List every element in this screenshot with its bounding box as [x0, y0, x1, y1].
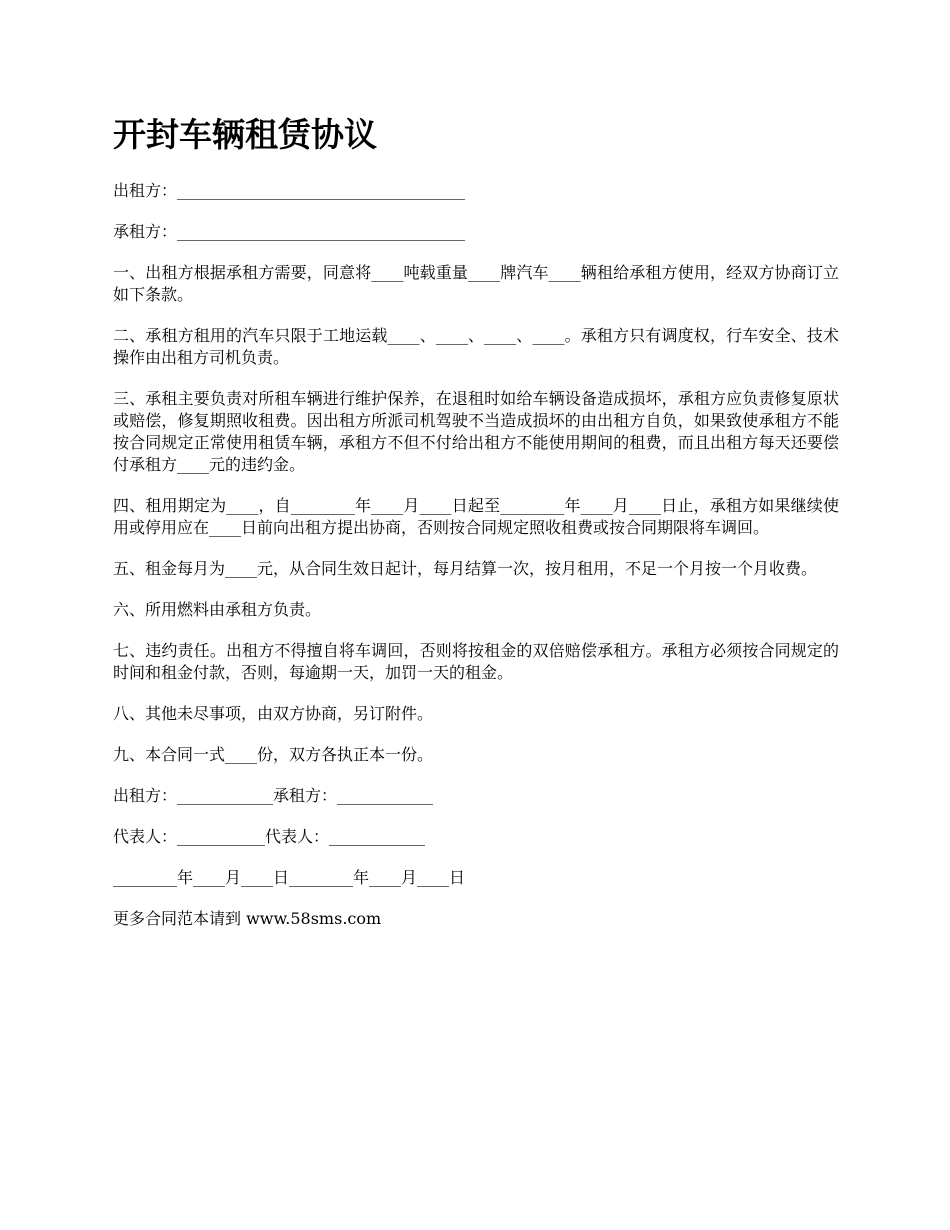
clause-3: 三、承租主要负责对所租车辆进行维护保养，在退租时如给车辆设备造成损坏，承租方应负责修复原状或赔偿，修复期照收租费。因出租方所派司机驾驶不当造成损坏的由出租方自负，如果致使承租方不能按合同规定正常使用租赁车辆，承租方不但不付给出租方不能使用期间的租费，而且出租方每天还要偿付承租方____元的违约金。	[113, 389, 839, 474]
lessee-line: 承租方：____________________________________	[113, 222, 466, 241]
signature-dates: ________年____月____日________年____月____日	[113, 868, 466, 887]
signature-representatives: 代表人：___________代表人：____________	[113, 827, 426, 846]
document-title: 开封车辆租赁协议	[113, 115, 377, 154]
clause-6: 六、所用燃料由承租方负责。	[113, 600, 322, 619]
clause-1: 一、出租方根据承租方需要，同意将____吨载重量____牌汽车____辆租给承租方使用，经双方协商订立如下条款。	[113, 263, 839, 304]
clause-5: 五、租金每月为____元，从合同生效日起计，每月结算一次，按月租用，不足一个月按一个月收费。	[113, 559, 818, 578]
document-page	[113, 112, 839, 949]
clause-9: 九、本合同一式____份，双方各执正本一份。	[113, 745, 434, 764]
clause-8: 八、其他未尽事项，由双方协商，另订附件。	[113, 704, 434, 723]
clause-2: 二、承租方租用的汽车只限于工地运载____、____、____、____。承租方只有调度权，行车安全、技术操作由出租方司机负责。	[113, 326, 839, 367]
signature-parties: 出租方：____________承租方：____________	[113, 786, 434, 805]
footer-note: 更多合同范本请到 www.58sms.com	[113, 909, 382, 928]
lessor-line: 出租方：____________________________________	[113, 181, 466, 200]
clause-4: 四、租用期定为____，自________年____月____日起至________年____月____日止，承租方如果继续使用或停用应在____日前向出租方提出协商，否则按合同规定照收租费或按合同期限将车调回。	[113, 496, 839, 537]
clause-7: 七、违约责任。出租方不得擅自将车调回，否则将按租金的双倍赔偿承租方。承租方必须按合同规定的时间和租金付款，否则，每逾期一天，加罚一天的租金。	[113, 641, 839, 682]
